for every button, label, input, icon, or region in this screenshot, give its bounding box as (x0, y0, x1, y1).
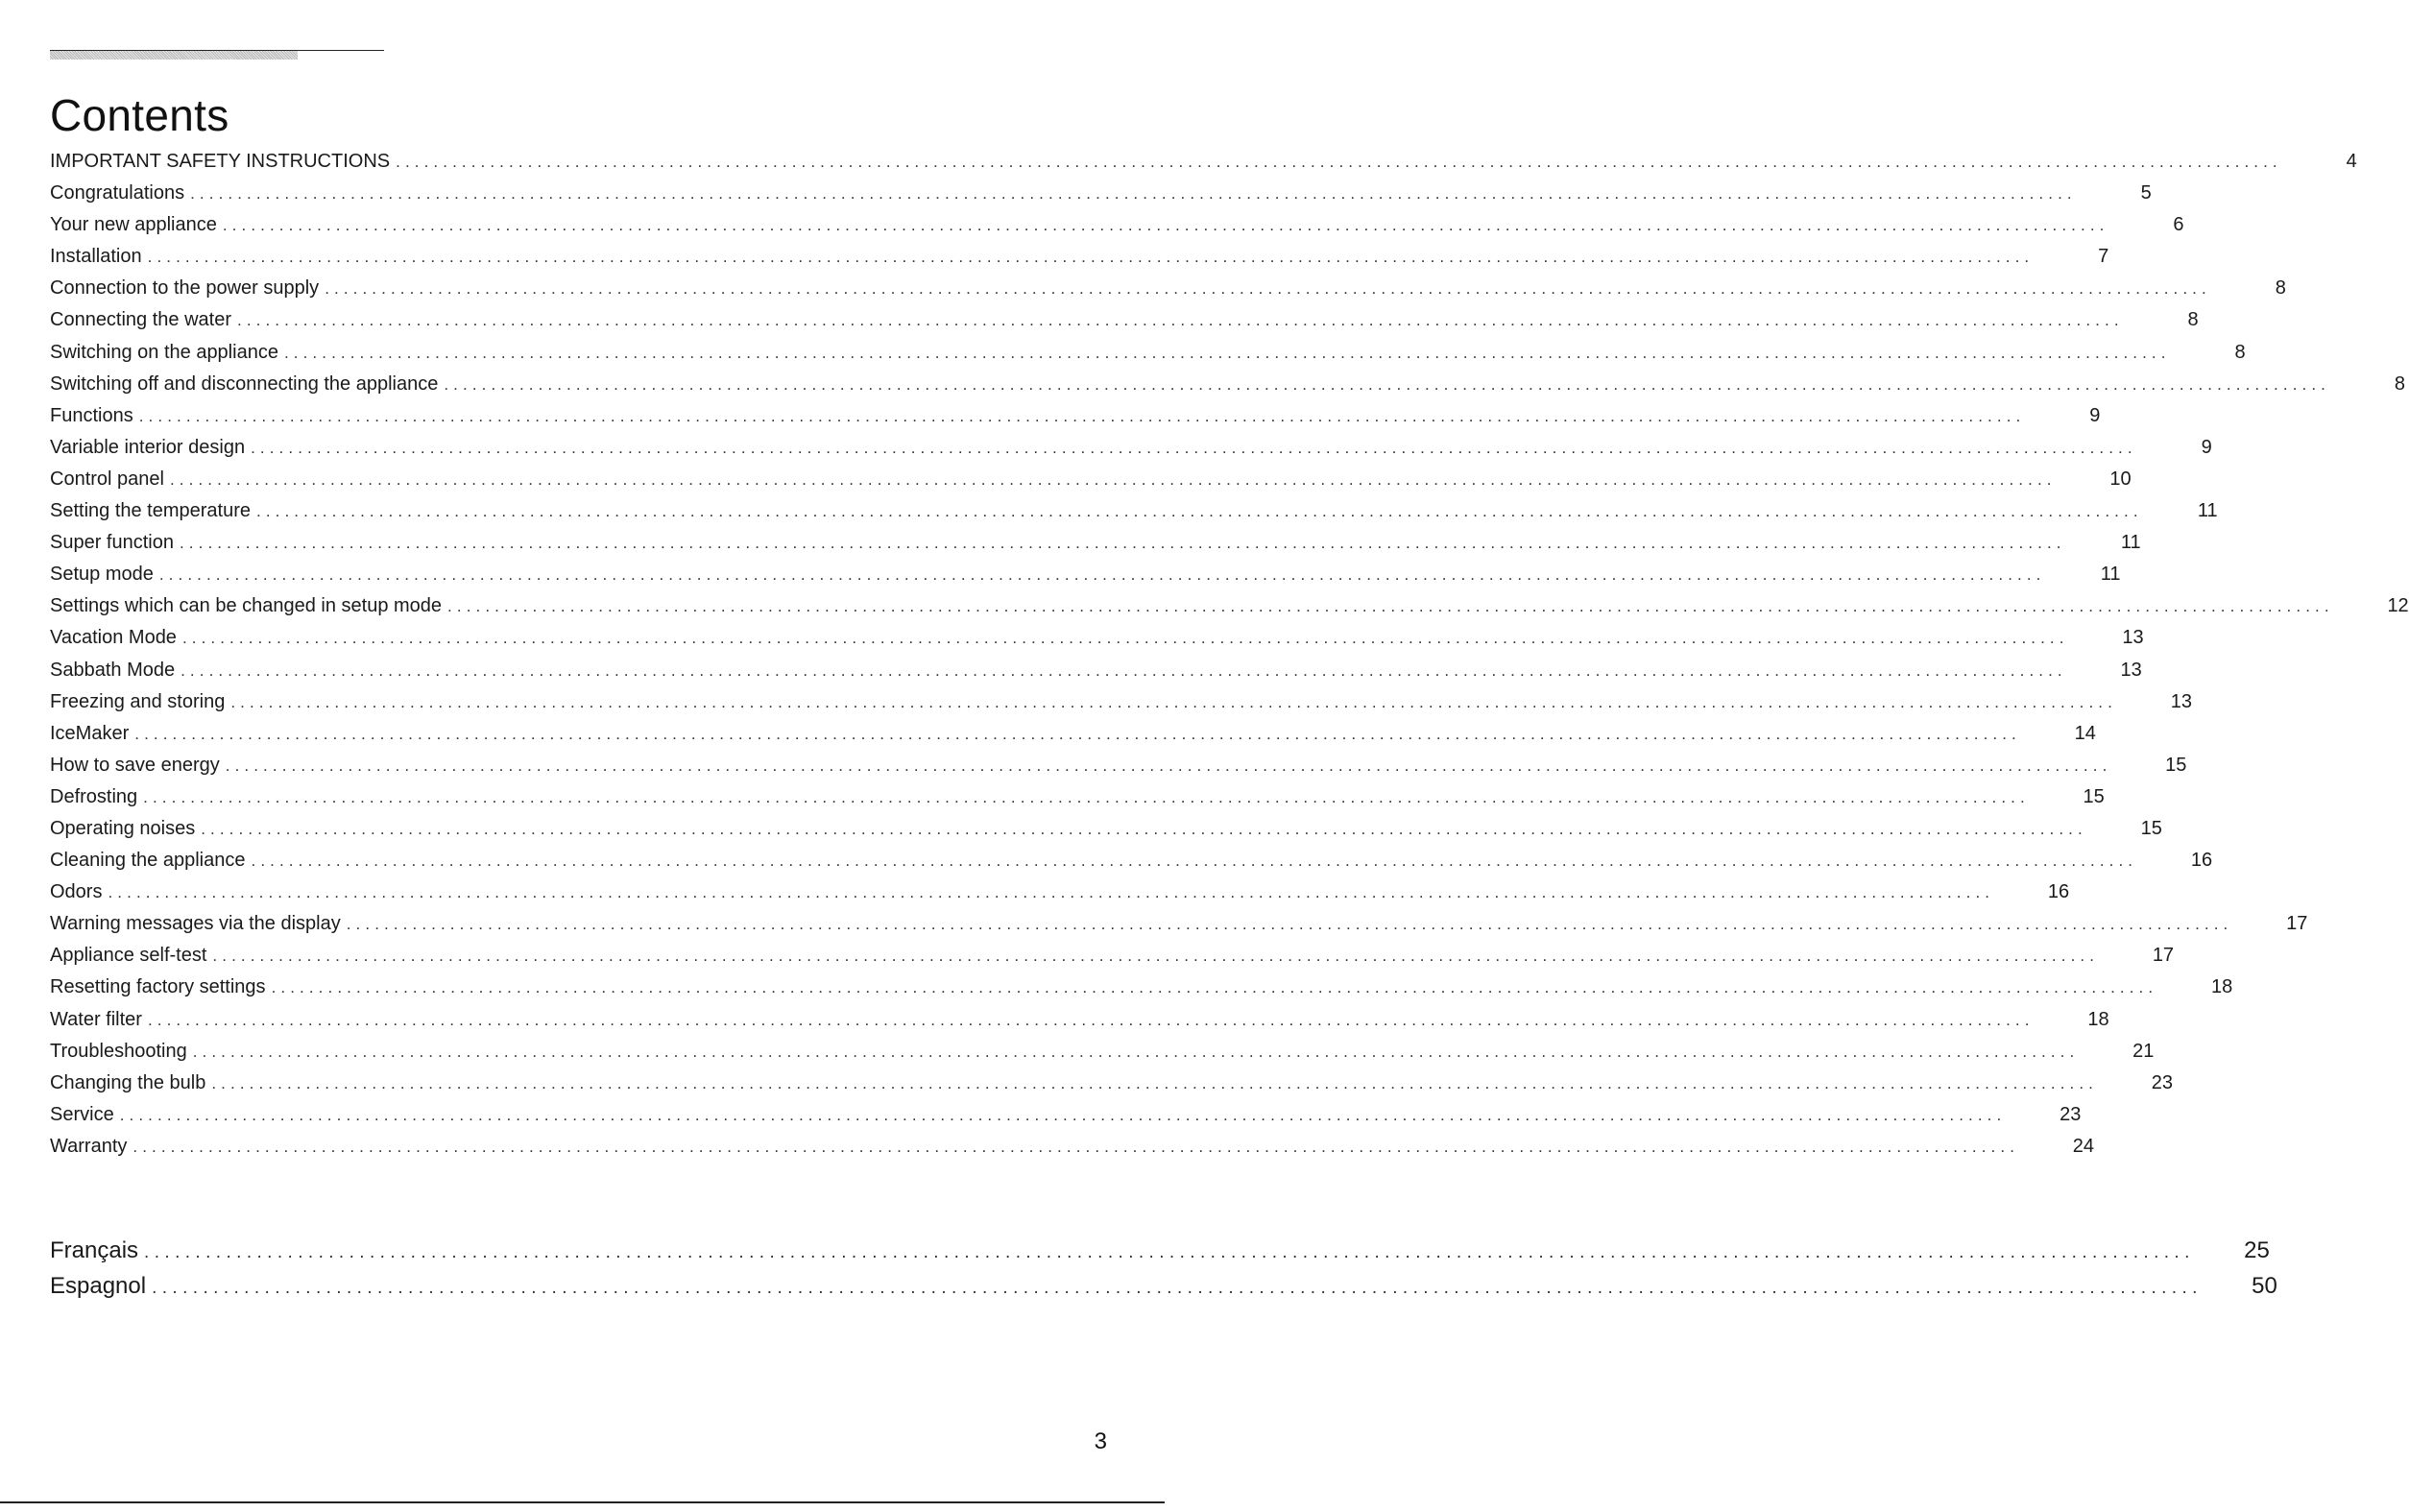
toc-entry[interactable] (50, 590, 2409, 622)
language-entry-page: 25 (2244, 1237, 2270, 1263)
toc-entry-page: 13 (2170, 690, 2192, 712)
toc-entry-label: Warranty (50, 1135, 128, 1157)
toc-entry-label: Warning messages via the display (50, 913, 341, 935)
page-number: 3 (1094, 1428, 1107, 1454)
toc-entry[interactable] (50, 781, 2105, 813)
page-title: Contents (50, 90, 229, 140)
toc-entry[interactable] (50, 622, 2144, 654)
toc-entry[interactable] (50, 559, 2121, 590)
toc-entry[interactable] (50, 750, 2187, 781)
toc-entry-label: IceMaker (50, 722, 130, 744)
toc-entry-page: 11 (2120, 532, 2141, 554)
toc-entry[interactable] (50, 655, 2142, 686)
toc-entry-page: 10 (2109, 468, 2132, 490)
toc-entry-label: Your new appliance (50, 214, 217, 236)
dot-leader: ........................................................................................................................................................................................................ (251, 438, 2137, 457)
dot-leader: ........................................................................................................................................................................................................ (144, 1242, 2195, 1262)
dot-leader: ........................................................................................................................................................................................................ (132, 1137, 2020, 1156)
toc-entry[interactable] (50, 273, 2286, 304)
toc-entry-label: Functions (50, 404, 133, 426)
dot-leader: ........................................................................................................................................................................................................ (447, 597, 2334, 616)
dot-leader: ........................................................................................................................................................................................................ (346, 915, 2233, 934)
toc-entry-label: Defrosting (50, 785, 138, 807)
dot-leader: ........................................................................................................................................................................................................ (271, 978, 2158, 997)
toc-entry-label: Control panel (50, 468, 164, 490)
toc-entry-page: 15 (2083, 785, 2105, 807)
toc-entry[interactable] (50, 1004, 2109, 1036)
toc-entry[interactable] (50, 146, 2357, 178)
toc-entry-page: 4 (2346, 151, 2357, 172)
dot-leader: ........................................................................................................................................................................................................ (158, 565, 2046, 585)
toc-entry-page: 8 (2275, 277, 2286, 300)
toc-entry[interactable] (50, 718, 2096, 750)
dot-leader: ........................................................................................................................................................................................................ (181, 660, 2067, 680)
toc-entry-label: How to save energy (50, 754, 220, 776)
dot-leader: ........................................................................................................................................................................................................ (211, 1073, 2098, 1092)
toc-entry[interactable] (50, 241, 2109, 273)
toc-entry-page: 23 (2151, 1071, 2173, 1093)
dot-leader: ........................................................................................................................................................................................................ (396, 153, 2282, 171)
toc-entry-page: 18 (2087, 1008, 2109, 1030)
toc-entry-page: 9 (2089, 404, 2101, 426)
toc-entry-page: 17 (2286, 913, 2308, 935)
toc-entry-page: 8 (2394, 372, 2405, 395)
toc-entry[interactable] (50, 432, 2212, 464)
toc-entry-label: Troubleshooting (50, 1040, 187, 1062)
toc-entry-label: Connection to the power supply (50, 277, 320, 300)
toc-entry-page: 15 (2140, 817, 2162, 839)
toc-entry-page: 11 (2100, 564, 2121, 586)
toc-entry-label: Settings which can be changed in setup mode (50, 595, 443, 617)
dot-leader: ........................................................................................................................................................................................................ (444, 374, 2330, 394)
toc-entry[interactable] (50, 495, 2218, 527)
toc-entry-label: Odors (50, 881, 103, 903)
language-sections (50, 1233, 2277, 1304)
header-decorative-bar (50, 50, 298, 60)
dot-leader: ........................................................................................................................................................................................................ (181, 629, 2069, 648)
dot-leader: ........................................................................................................................................................................................................ (179, 534, 2066, 553)
toc-entry[interactable] (50, 369, 2405, 400)
toc-entry-page: 24 (2072, 1135, 2095, 1157)
dot-leader: ........................................................................................................................................................................................................ (108, 883, 1995, 902)
toc-entry[interactable] (50, 1068, 2173, 1099)
toc-entry-label: Installation (50, 246, 142, 268)
dot-leader: ........................................................................................................................................................................................................ (192, 1042, 2080, 1061)
toc-entry-label: Operating noises (50, 817, 196, 839)
toc-entry[interactable] (50, 940, 2175, 972)
language-entry[interactable] (50, 1233, 2270, 1268)
dot-leader: ........................................................................................................................................................................................................ (237, 311, 2124, 330)
toc-entry-label: Freezing and storing (50, 690, 226, 712)
dot-leader: ........................................................................................................................................................................................................ (152, 1278, 2203, 1298)
toc-entry-label: Cleaning the appliance (50, 850, 246, 872)
dot-leader: ........................................................................................................................................................................................................ (222, 216, 2109, 235)
toc-entry-page: 16 (2047, 881, 2070, 903)
toc-entry[interactable] (50, 908, 2308, 940)
toc-entry-page: 15 (2165, 754, 2187, 776)
toc-entry[interactable] (50, 686, 2192, 718)
header-rule (50, 50, 384, 51)
dot-leader: ........................................................................................................................................................................................................ (138, 406, 2026, 425)
toc-entry-label: IMPORTANT SAFETY INSTRUCTIONS (50, 151, 391, 172)
toc-entry-page: 14 (2074, 722, 2096, 744)
toc-entry[interactable] (50, 1131, 2095, 1163)
dot-leader: ........................................................................................................................................................................................................ (225, 756, 2112, 775)
toc-entry-page: 6 (2173, 214, 2184, 236)
table-of-contents (50, 146, 2409, 1163)
dot-leader: ........................................................................................................................................................................................................ (169, 469, 2057, 489)
language-entry-page: 50 (2252, 1273, 2277, 1299)
toc-entry[interactable] (50, 845, 2213, 876)
toc-entry-label: Service (50, 1103, 114, 1125)
toc-entry-page: 17 (2152, 945, 2175, 967)
toc-entry-label: Sabbath Mode (50, 659, 176, 681)
toc-entry-page: 8 (2187, 309, 2199, 331)
dot-leader: ........................................................................................................................................................................................................ (143, 787, 2030, 806)
toc-entry[interactable] (50, 209, 2184, 241)
toc-entry-label: Connecting the water (50, 309, 232, 331)
dot-leader: ........................................................................................................................................................................................................ (325, 279, 2211, 299)
toc-entry-page: 13 (2120, 659, 2142, 681)
dot-leader: ........................................................................................................................................................................................................ (212, 947, 2100, 966)
toc-entry[interactable] (50, 178, 2152, 209)
toc-entry[interactable] (50, 972, 2233, 1003)
toc-entry-label: Setting the temperature (50, 500, 252, 522)
toc-entry-page: 12 (2387, 595, 2409, 617)
toc-entry-label: Appliance self-test (50, 945, 207, 967)
dot-leader: ........................................................................................................................................................................................................ (134, 724, 2021, 743)
toc-entry-label: Changing the bulb (50, 1071, 206, 1093)
dot-leader: ........................................................................................................................................................................................................ (147, 1010, 2035, 1029)
toc-entry-page: 5 (2140, 182, 2152, 204)
toc-entry[interactable] (50, 1099, 2082, 1131)
dot-leader: ........................................................................................................................................................................................................ (230, 692, 2117, 711)
toc-entry[interactable] (50, 400, 2101, 432)
dot-leader: ........................................................................................................................................................................................................ (256, 502, 2143, 521)
toc-entry-page: 18 (2210, 976, 2233, 998)
toc-entry[interactable] (50, 527, 2141, 559)
dot-leader: ........................................................................................................................................................................................................ (190, 184, 2077, 204)
dot-leader: ........................................................................................................................................................................................................ (251, 852, 2138, 871)
toc-entry[interactable] (50, 1036, 2155, 1068)
toc-entry-page: 23 (2060, 1103, 2082, 1125)
toc-entry[interactable] (50, 304, 2199, 336)
toc-entry-label: Vacation Mode (50, 627, 177, 649)
language-entry-label: Français (50, 1237, 139, 1263)
toc-entry-label: Switching off and disconnecting the appliance (50, 372, 439, 395)
toc-entry-label: Setup mode (50, 564, 154, 586)
dot-leader: ........................................................................................................................................................................................................ (147, 248, 2035, 267)
dot-leader: ........................................................................................................................................................................................................ (283, 343, 2171, 362)
toc-entry-page: 8 (2234, 341, 2246, 363)
toc-entry[interactable] (50, 813, 2162, 845)
toc-entry-page: 16 (2190, 850, 2213, 872)
toc-entry-page: 13 (2122, 627, 2144, 649)
bottom-rule (0, 1501, 1165, 1503)
toc-entry-label: Super function (50, 532, 174, 554)
toc-entry-label: Switching on the appliance (50, 341, 278, 363)
dot-leader: ........................................................................................................................................................................................................ (201, 819, 2087, 838)
dot-leader: ........................................................................................................................................................................................................ (119, 1105, 2007, 1124)
toc-entry-page: 9 (2201, 436, 2212, 458)
toc-entry[interactable] (50, 464, 2132, 495)
language-entry-label: Espagnol (50, 1273, 147, 1299)
toc-entry[interactable] (50, 337, 2246, 369)
toc-entry-label: Resetting factory settings (50, 976, 266, 998)
language-entry[interactable] (50, 1268, 2277, 1304)
toc-entry-page: 21 (2132, 1040, 2155, 1062)
toc-entry[interactable] (50, 876, 2070, 908)
toc-entry-page: 7 (2098, 246, 2109, 268)
toc-entry-label: Water filter (50, 1008, 142, 1030)
toc-entry-label: Congratulations (50, 182, 185, 204)
toc-entry-page: 11 (2197, 500, 2218, 522)
toc-entry-label: Variable interior design (50, 436, 246, 458)
